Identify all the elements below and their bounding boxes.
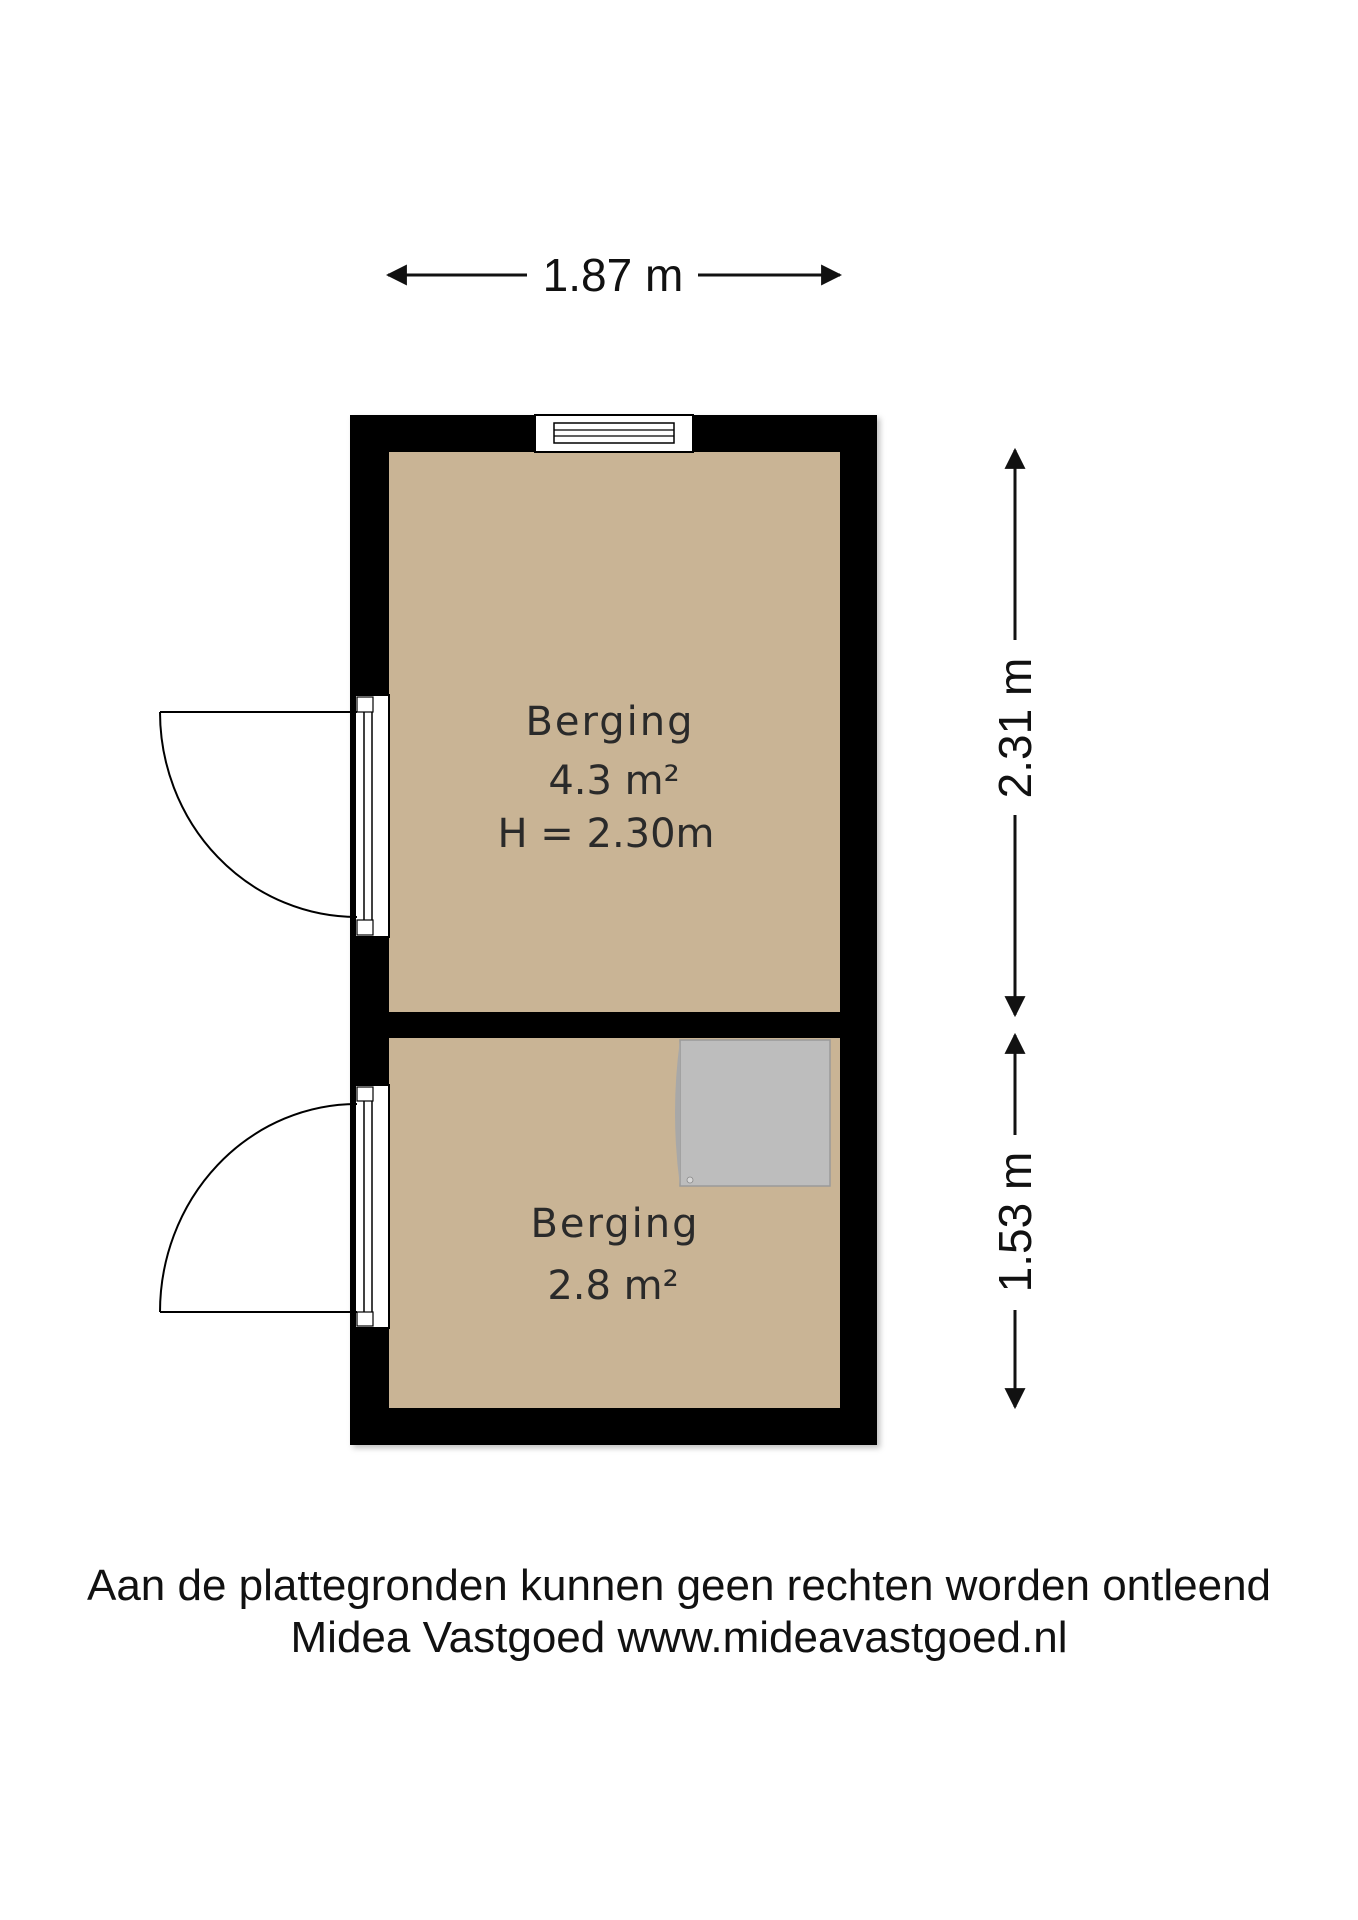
room-name: Berging [530, 1201, 700, 1247]
height-dimension-bottom-label: 1.53 m [989, 1151, 1041, 1293]
width-dimension [388, 249, 840, 301]
door-bottom [160, 1085, 389, 1328]
room-name: Berging [525, 699, 695, 745]
window-top [535, 415, 693, 452]
door-top [160, 695, 389, 937]
appliance [675, 1040, 830, 1186]
height-dimension-bottom [989, 1035, 1041, 1407]
width-dimension-label: 1.87 m [542, 249, 684, 301]
room-area: 2.8 m² [547, 1263, 679, 1309]
height-dimension-top [989, 450, 1041, 1015]
height-dimension-top-label: 2.31 m [989, 657, 1041, 799]
credit-text: Midea Vastgoed www.mideavastgoed.nl [290, 1613, 1068, 1662]
room-ceiling-height: H = 2.30m [497, 811, 715, 857]
disclaimer-text: Aan de plattegronden kunnen geen rechten worden ontleend [86, 1561, 1272, 1610]
room-area: 4.3 m² [548, 758, 680, 804]
